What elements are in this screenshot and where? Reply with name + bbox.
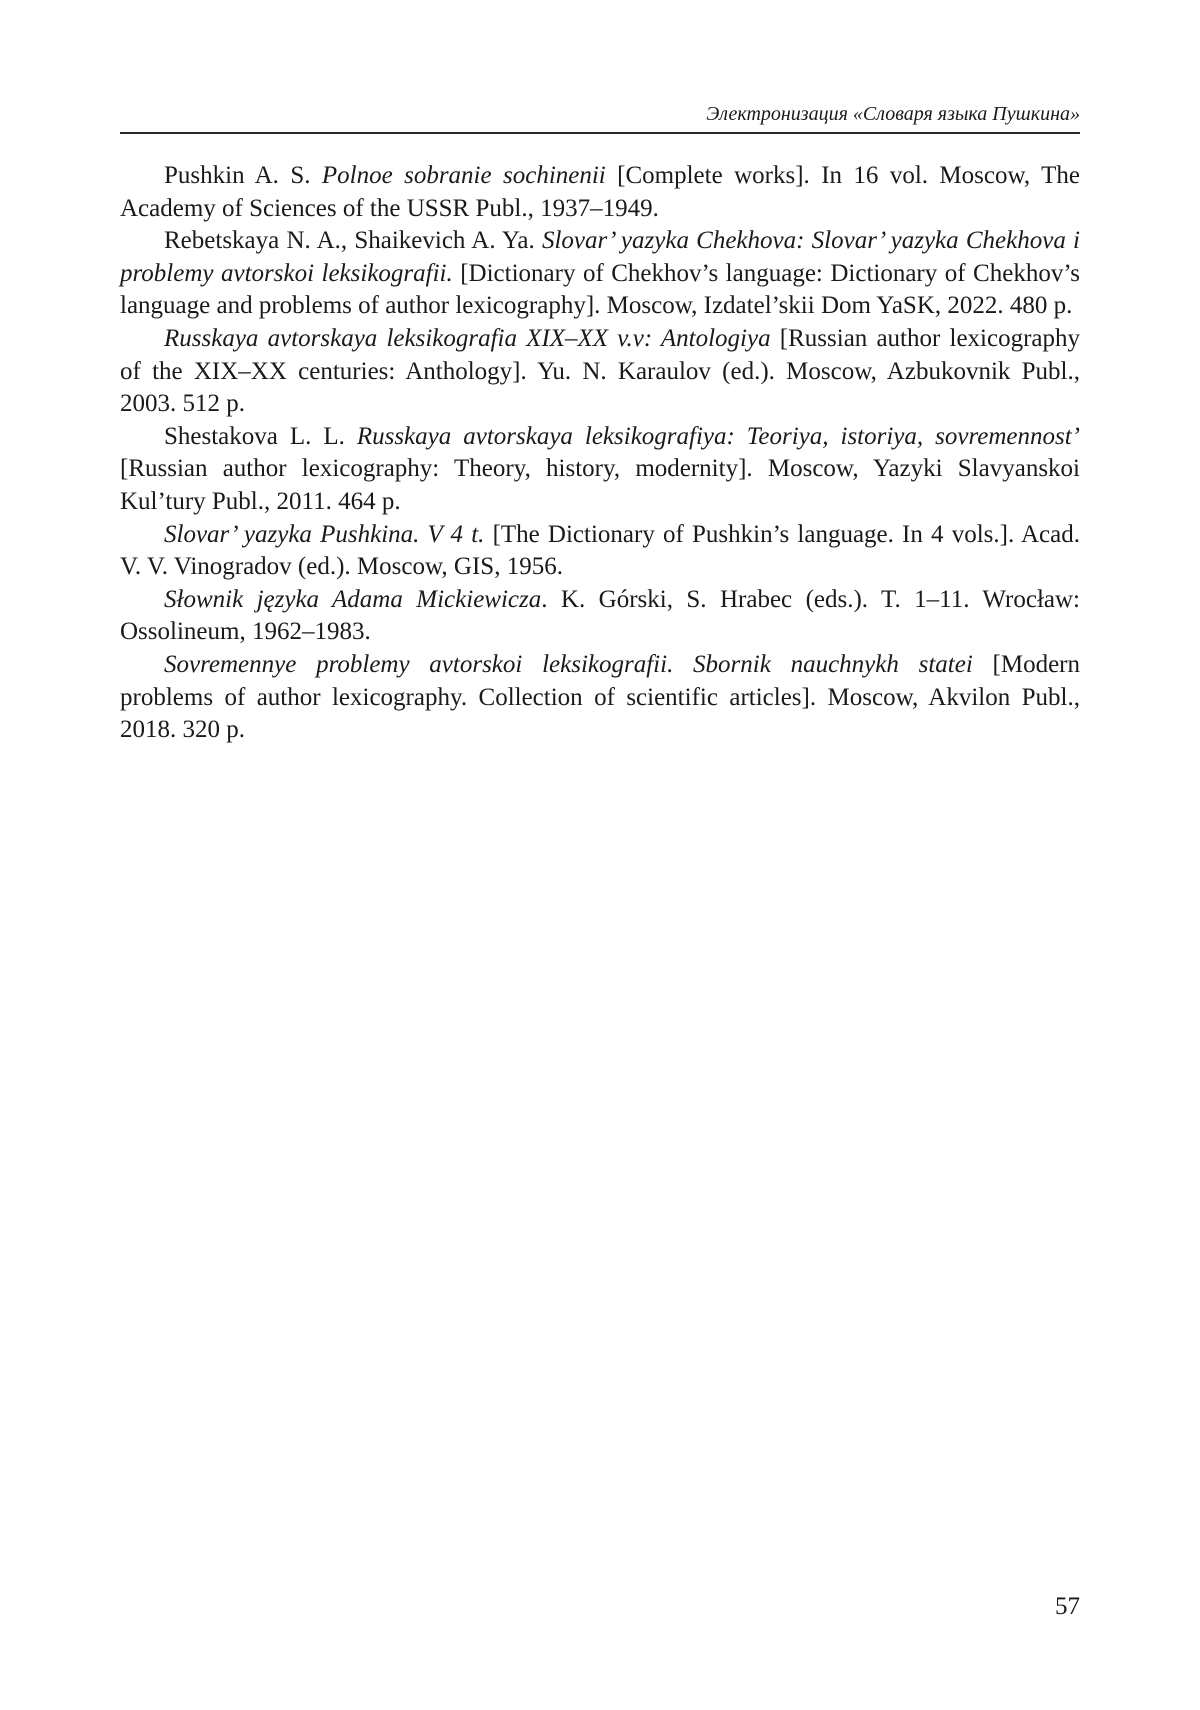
reference-details: [The Dictionary of Pushkin’s language. In 4 vols.]. Acad. V. V. Vinogradov (ed.). Moscow, GIS, 1956. (120, 520, 1080, 581)
reference-details: [Dictionary of Chekhov’s language: Dictionary of Chekhov’s language and problems of author lexicography]. Moscow, Izdatel’skii Dom YaSK, 2022. 480 p. (120, 259, 1080, 320)
reference-entry (120, 225, 1080, 323)
reference-entry (120, 519, 1080, 584)
reference-entry (120, 584, 1080, 649)
reference-title: Sovremennye problemy avtorskoi leksikografii. Sbornik nauchnykh statei (164, 650, 973, 678)
reference-title: Slovar’ yazyka Pushkina. V 4 t. (164, 520, 485, 548)
reference-entry (120, 323, 1080, 421)
reference-entry (120, 160, 1080, 225)
reference-title: Polnoe sobranie sochinenii (321, 162, 606, 189)
header-rule (120, 132, 1080, 134)
reference-details: [Complete works]. In 16 vol. Moscow, The Academy of Sciences of the USSR Publ., 1937–1949. (120, 162, 1080, 222)
reference-authors: Rebetskaya N. A., Shaikevich A. Ya. (164, 227, 542, 255)
reference-entry (120, 421, 1080, 519)
reference-list (120, 160, 1080, 747)
reference-details: [Russian author lexicography of the XIX–XX centuries: Anthology]. Yu. N. Karaulov (ed.). Moscow, Azbukovnik Publ., 2003. 512 p. (120, 324, 1081, 418)
reference-title: Russkaya avtorskaya leksikografia XIX–XX v.v: Antologiya (164, 324, 771, 352)
reference-authors: Shestakova L. L. (164, 422, 357, 450)
reference-details: [Modern problems of author lexicography. Collection of scientific articles]. Moscow, Akvilon Publ., 2018. 320 p. (120, 650, 1080, 744)
running-header: Электронизация «Словаря языка Пушкина» (706, 103, 1080, 125)
reference-details: [Russian author lexicography: Theory, history, modernity]. Moscow, Yazyki Slavyanskoi Kul’tury Publ., 2011. 464 p. (120, 455, 1080, 515)
reference-details: . K. Górski, S. Hrabec (eds.). T. 1–11. Wrocław: Ossolineum, 1962–1983. (120, 585, 1080, 646)
reference-title: Russkaya avtorskaya leksikografiya: Teoriya, istoriya, sovremennost’ (356, 422, 1080, 450)
reference-entry (120, 649, 1080, 747)
reference-title: Słownik języka Adama Mickiewicza (164, 585, 542, 613)
reference-title: Slovar’ yazyka Chekhova: Slovar’ yazyka Chekhova i problemy avtorskoi leksikografii. (120, 227, 1080, 287)
reference-authors: Pushkin A. S. (164, 162, 322, 189)
page-number: 57 (1055, 1593, 1080, 1620)
